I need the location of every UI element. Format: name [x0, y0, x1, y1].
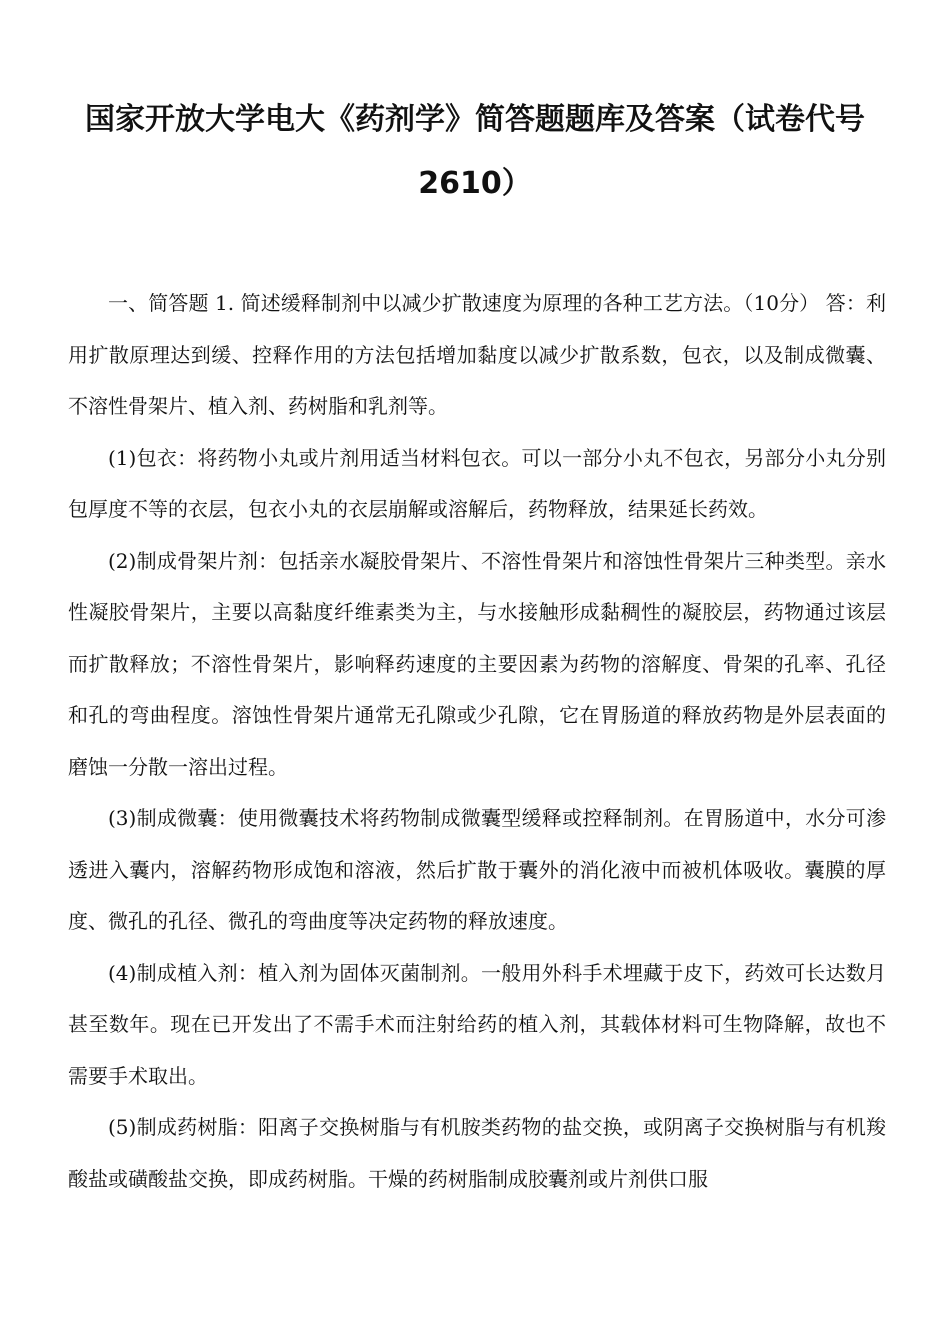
document-title-line-2: 2610）: [418, 166, 532, 201]
paragraph-matrix-tablet: (2)制成骨架片剂：包括亲水凝胶骨架片、不溶性骨架片和溶蚀性骨架片三种类型。亲水性凝胶骨架片，主要以高黏度纤维素类为主，与水接触形成黏稠性的凝胶层，药物通过该层而扩散释放；不溶性骨架片，影响释药速度的主要因素为药物的溶解度、骨架的孔率、孔径和孔的弯曲程度。溶蚀性骨架片通常无孔隙或少孔隙，它在胃肠道的释放药物是外层表面的磨蚀一分散一溶出过程。: [68, 548, 886, 779]
paragraph-drug-resin: (5)制成药树脂：阳离子交换树脂与有机胺类药物的盐交换，或阴离子交换树脂与有机羧酸盐或磺酸盐交换，即成药树脂。干燥的药树脂制成胶囊剂或片剂供口服: [68, 1115, 886, 1191]
paragraph-microcapsule: (3)制成微囊：使用微囊技术将药物制成微囊型缓释或控释制剂。在胃肠道中，水分可渗透进入囊内，溶解药物形成饱和溶液，然后扩散于囊外的消化液中而被机体吸收。囊膜的厚度、微孔的孔径、微孔的弯曲度等决定药物的释放速度。: [68, 806, 886, 933]
document-title-line-1: 国家开放大学电大《药剂学》简答题题库及答案（试卷代号: [85, 102, 865, 137]
paragraph-question-intro: 一、简答题 1. 简述缓释制剂中以减少扩散速度为原理的各种工艺方法。（10分） 答：利用扩散原理达到缓、控释作用的方法包括增加黏度以减少扩散系数，包衣，以及制成微囊、不溶性骨架片、植入剂、药树脂和乳剂等。: [68, 291, 886, 418]
paragraph-coating: (1)包衣：将药物小丸或片剂用适当材料包衣。可以一部分小丸不包衣，另部分小丸分别包厚度不等的衣层，包衣小丸的衣层崩解或溶解后，药物释放，结果延长药效。: [68, 445, 886, 521]
document-body: [68, 278, 886, 1205]
paragraph-implant: (4)制成植入剂：植入剂为固体灭菌制剂。一般用外科手术埋藏于皮下，药效可长达数月甚至数年。现在已开发出了不需手术而注射给药的植入剂，其载体材料可生物降解，故也不需要手术取出。: [68, 960, 886, 1088]
